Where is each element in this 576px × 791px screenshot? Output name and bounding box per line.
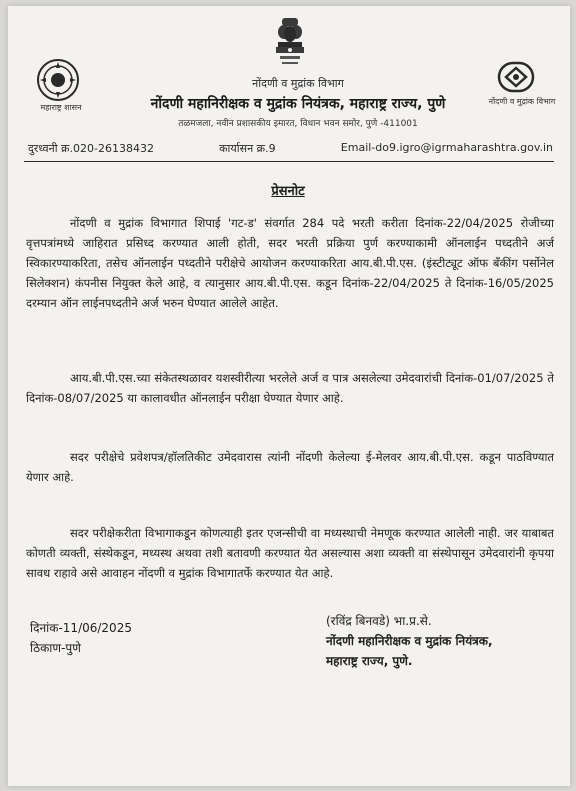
office-address: तळमजला, नवीन प्रशासकीय इमारत, विधान भवन समोर, पुणे -411001 (178, 119, 418, 129)
phone-number: दुरध्वनी क्र.020-26138432 (28, 142, 154, 155)
signatory-title: नोंदणी महानिरीक्षक व मुद्रांक नियंत्रक, (326, 634, 493, 648)
document-heading: प्रेसनोट (271, 184, 305, 199)
paragraph-2: आय.बी.पी.एस.च्या संकेतस्थळावर यशस्वीरीत्या भरलेले अर्ज व पात्र असलेल्या उमेदवारांची दिनांक-01/07/2025 ते दिनांक-08/07/2025 या कालावधीत ऑनलाईन परीक्षा घेण्यात येणार आहे. (26, 371, 554, 405)
office-name: नोंदणी महानिरीक्षक व मुद्रांक नियंत्रक, महाराष्ट्र राज्य, पुणे (150, 96, 446, 112)
document-page (8, 6, 570, 786)
left-logo-caption: महाराष्ट्र शासन (40, 103, 82, 112)
issue-place: ठिकाण-पुणे (30, 641, 81, 655)
department-logo-icon (496, 60, 536, 94)
email-address[interactable]: Email-do9.igro@igrmaharashtra.gov.in (340, 141, 553, 154)
date-place-block (30, 618, 132, 658)
maharashtra-seal-icon (36, 58, 80, 102)
paragraph-1: नोंदणी व मुद्रांक विभागात शिपाई 'गट-ड' संवर्गात 284 पदे भरती करीता दिनांक-22/04/2025 रोजीच्या वृत्तपत्रांमध्ये जाहिरात प्रसिध्द करण्यात आली होती, सदर भरती प्रक्रिया पुर्ण करण्याकामी ऑनलाईन पध्दतीने अर्ज स्विकारण्याकरिता, तसेच ऑनलाईन पध्दतीने परीक्षेचे आयोजन करण्याकरिता आय.बी.पी.एस. (इंस्टीट्यूट ऑफ बँकींग पर्सोनेल सिलेक्शन) कंपनीस नियुक्त केले आहे, व त्यानुसार आय.बी.पी.एस. कडून दिनांक-22/04/2025 ते दिनांक-16/05/2025 दरम्यान ऑन लाईनपध्दतीने अर्ज भरुन घेण्यात आलेले आहेत. (26, 216, 554, 310)
signature-block (326, 611, 564, 671)
national-emblem-icon (270, 16, 310, 72)
signatory-name: (रविंद्र बिनवडे) भा.प्र.से. (326, 614, 432, 628)
department-name: नोंदणी व मुद्रांक विभाग (252, 77, 344, 90)
signatory-state: महाराष्ट्र राज्य, पुणे. (326, 654, 413, 668)
contact-row (28, 141, 553, 156)
issue-date: दिनांक-11/06/2025 (30, 621, 132, 635)
header-divider (24, 161, 554, 162)
paragraph-4: सदर परीक्षेकरीता विभागाकडून कोणत्याही इतर एजन्सीची वा मध्यस्थाची नेमणूक करण्यात आलेली नाही. जर याबाबत कोणती व्यक्ती, संस्थेकडून, मध्यस्थ अथवा तशी बतावणी करण्यात येत असल्यास अशा व्यक्ती वा संस्थेपासून उमेदवारांनी कृपया सावध राहावे असे आवाहन नोंदणी व मुद्रांक विभागातर्फे करण्यात येत आहे. (26, 526, 554, 580)
paragraph-3: सदर परीक्षेचे प्रवेशपत्र/हॉलतिकीट उमेदवारास त्यांनी नोंदणी केलेल्या ई-मेलवर आय.बी.पी.एस. कडून पाठविण्यात येणार आहे. (26, 450, 554, 484)
right-logo-caption: नोंदणी व मुद्रांक विभाग (488, 97, 556, 106)
desk-number: कार्यासन क्र.9 (219, 142, 276, 155)
